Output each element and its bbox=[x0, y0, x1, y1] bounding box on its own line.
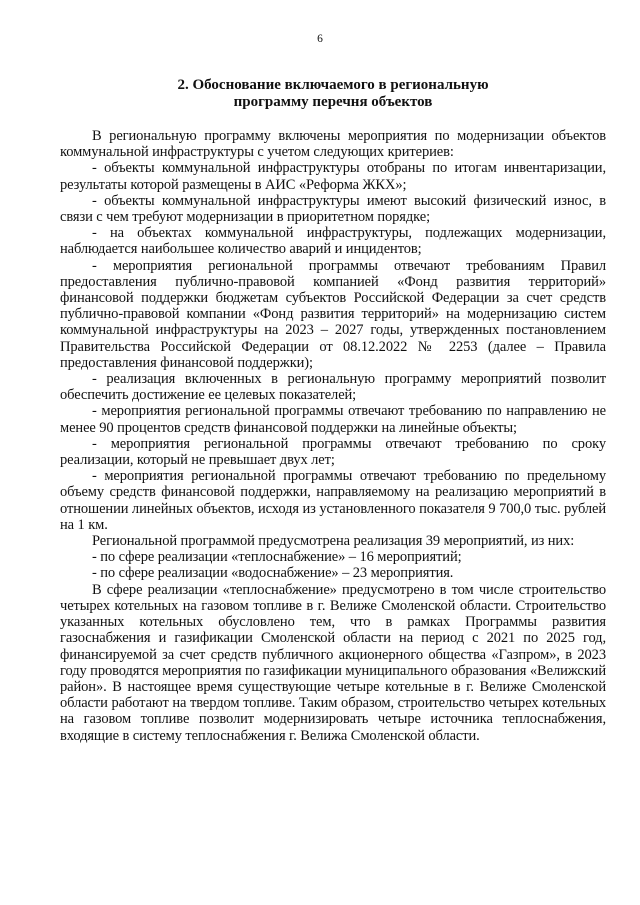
section-heading bbox=[60, 77, 606, 111]
criterion-item: - объекты коммунальной инфраструктуры имеют высокий физический износ, в связи с чем требуют модернизации в приоритетном порядке; bbox=[60, 192, 606, 226]
paragraph-summary: Региональной программой предусмотрена реализация 39 мероприятий, из них: bbox=[92, 533, 575, 550]
sphere-item: - по сфере реализации «водоснабжение» – 23 мероприятия. bbox=[92, 565, 454, 582]
sphere-item: - по сфере реализации «теплоснабжение» – 16 мероприятий; bbox=[92, 549, 462, 566]
criterion-item: - мероприятия региональной программы отвечают требованию по направлению не менее 90 процентов средств финансовой поддержки на линейные объекты; bbox=[60, 403, 606, 436]
criterion-item: - реализация включенных в региональную программу мероприятий позволит обеспечить достижение ее целевых показателей; bbox=[60, 371, 606, 404]
page-number: 6 bbox=[317, 33, 323, 45]
criterion-item: - объекты коммунальной инфраструктуры отобраны по итогам инвентаризации, результаты которой размещены в АИС «Реформа ЖКХ»; bbox=[60, 160, 606, 193]
criterion-item: - мероприятия региональной программы отвечают требованиям Правил предоставления публично-правовой компанией «Фонд развития территорий» финансовой поддержки бюджетам субъектов Российской Федерации за счет средств публично-правовой компании «Фонд развития территорий» на модернизацию систем коммунальной инфраструктуры на 2023 – 2027 годы, утвержденных постановлением Правительства Российской Федерации от 08.12.2022 № 2253 (далее – Правила предоставления финансовой поддержки); bbox=[60, 257, 606, 371]
paragraph-intro: В региональную программу включены мероприятия по модернизации объектов коммунальной инфраструктуры с учетом следующих критериев: bbox=[60, 128, 606, 161]
criterion-item: - мероприятия региональной программы отвечают требованию по предельному объему средств финансовой поддержки, направляемому на реализацию мероприятий в отношении линейных объектов, исходя из установленного показателя 9 700,0 тыс. рублей на 1 км. bbox=[60, 468, 606, 533]
section-heading-line-2: программу перечня объектов bbox=[233, 94, 433, 110]
body-text bbox=[60, 128, 606, 744]
criterion-item: - на объектах коммунальной инфраструктуры, подлежащих модернизации, наблюдается наибольшее количество аварий и инцидентов; bbox=[60, 225, 606, 258]
section-heading-line-1: 2. Обоснование включаемого в региональную bbox=[177, 77, 489, 93]
paragraph-heating: В сфере реализации «теплоснабжение» предусмотрено в том числе строительство четырех котельных на газовом топливе в г. Велиже Смоленской области. Строительство указанных котельных обусловлено тем, что в рамках Программы развития газоснабжения и газификации Смоленской области на период с 2021 по 2025 год, финансируемой за счет средств публичного акционерного общества «Газпром», в 2023 году проводятся мероприятия по газификации муниципального образования «Велижский район». В настоящее время существующие четыре котельные в г. Велиже Смоленской области работают на твердом топливе. Таким образом, строительство четырех котельных на газовом топливе позволит модернизировать четыре источника теплоснабжения, входящие в систему теплоснабжения г. Велижа Смоленской области. bbox=[60, 581, 606, 744]
criterion-item: - мероприятия региональной программы отвечают требованию по сроку реализации, который не превышает двух лет; bbox=[60, 435, 606, 469]
